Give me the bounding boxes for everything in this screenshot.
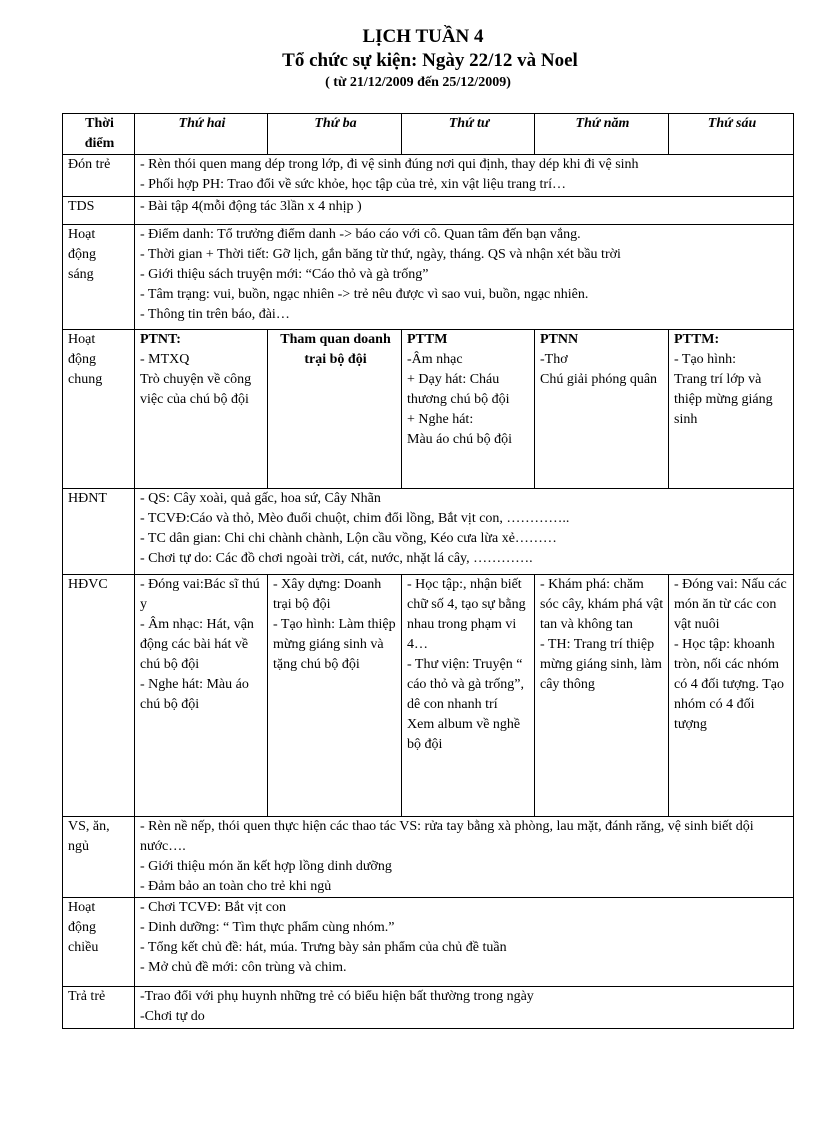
- cell-fri: - Đóng vai: Nấu các món ăn từ các con vật nuôi - Học tập: khoanh tròn, nối các nhóm có 4 đối tượng. Tạo nhóm có 4 đối tượng: [669, 575, 794, 817]
- row-label: Đón trẻ: [63, 155, 135, 197]
- cell-mon: [135, 330, 268, 489]
- row-label: HĐVC: [63, 575, 135, 817]
- schedule-table: [62, 113, 794, 1029]
- cell-head: PTTM: [407, 332, 448, 347]
- cell-body: -Thơ Chú giải phóng quân: [540, 352, 658, 387]
- row-hd-chieu: [63, 898, 794, 987]
- row-hdvc: [63, 575, 794, 817]
- row-label: Trả trẻ: [63, 987, 135, 1029]
- row-content: - Rèn nề nếp, thói quen thực hiện các thao tác VS: rửa tay bằng xà phòng, lau mặt, đánh răng, vệ sinh biết dội nước…. - Giới thiệu món ăn kết hợp lồng dinh dưỡng - Đảm bảo an toàn cho trẻ khi ngủ: [135, 817, 794, 898]
- cell-wed: - Học tập:, nhận biết chữ số 4, tạo sự bằng nhau trong phạm vi 4… - Thư viện: Truyện “ cáo thỏ và gà trống”, dê con nhanh trí Xem album về nghề bộ đội: [402, 575, 535, 817]
- row-hd-chung: [63, 330, 794, 489]
- row-hdnt: [63, 489, 794, 575]
- row-label: TDS: [63, 197, 135, 225]
- row-content: - Điểm danh: Tổ trưởng điểm danh -> báo cáo với cô. Quan tâm đến bạn vắng. - Thời gian + Thời tiết: Gỡ lịch, gắn băng từ thứ, ngày, tháng. QS và nhận xét bầu trời - Giới thiệu sách truyện mới: “Cáo thỏ và gà trống” - Tâm trạng: vui, buồn, ngạc nhiên -> trẻ nêu được vì sao vui, buồn, ngạc nhiên. - Thông tin trên báo, đài…: [135, 225, 794, 330]
- header-time: Thời điểm: [63, 114, 135, 155]
- cell-body: - Tạo hình: Trang trí lớp và thiệp mừng giáng sinh: [674, 352, 773, 427]
- row-vs: [63, 817, 794, 898]
- row-content: - QS: Cây xoài, quả gấc, hoa sứ, Cây Nhãn - TCVĐ:Cáo và thỏ, Mèo đuổi chuột, chim đổi lồng, Bắt vịt con, ………….. - TC dân gian: Chi chi chành chành, Lộn cầu vồng, Kéo cưa lừa xẻ……… - Chơi tự do: Các đồ chơi ngoài trời, cát, nước, nhặt lá cây, ………….: [135, 489, 794, 575]
- page-title: LỊCH TUẦN 4: [362, 26, 484, 47]
- cell-body: -Âm nhạc + Dạy hát: Cháu thương chú bộ đội + Nghe hát: Màu áo chú bộ đội: [407, 352, 512, 447]
- row-tds: [63, 197, 794, 225]
- cell-tue: Tham quan doanh trại bộ đội: [268, 330, 402, 489]
- row-content: - Rèn thói quen mang dép trong lớp, đi vệ sinh đúng nơi qui định, thay dép khi đi vệ sinh - Phối hợp PH: Trao đổi về sức khỏe, học tập của trẻ, xin vật liệu trang trí…: [135, 155, 794, 197]
- row-label: Hoạt động chiều: [63, 898, 135, 987]
- row-label: HĐNT: [63, 489, 135, 575]
- row-label: Hoạt động sáng: [63, 225, 135, 330]
- row-content: -Trao đổi với phụ huynh những trẻ có biểu hiện bất thường trong ngày -Chơi tự do: [135, 987, 794, 1029]
- row-don-tre: [63, 155, 794, 197]
- cell-mon: - Đóng vai:Bác sĩ thú y - Âm nhạc: Hát, vận động các bài hát về chú bộ đội - Nghe hát: Màu áo chú bộ đội: [135, 575, 268, 817]
- header-day: Thứ ba: [268, 114, 402, 155]
- header-day: Thứ năm: [535, 114, 669, 155]
- row-hd-sang: [63, 225, 794, 330]
- cell-head: PTNN: [540, 332, 579, 347]
- cell-fri: [669, 330, 794, 489]
- header-day: Thứ tư: [402, 114, 535, 155]
- cell-head: PTTM:: [674, 332, 720, 347]
- cell-tue: - Xây dựng: Doanh trại bộ đội - Tạo hình: Làm thiệp mừng giáng sinh và tặng chú bộ đội: [268, 575, 402, 817]
- header-day: Thứ hai: [135, 114, 268, 155]
- page-subtitle: Tổ chức sự kiện: Ngày 22/12 và Noel: [282, 50, 578, 71]
- row-content: - Bài tập 4(mỗi động tác 3lần x 4 nhịp ): [135, 197, 794, 225]
- header-row: [63, 114, 794, 155]
- row-label: VS, ăn, ngủ: [63, 817, 135, 898]
- cell-body: - MTXQ Trò chuyện về công việc của chú bộ đội: [140, 352, 252, 407]
- cell-head: PTNT:: [140, 332, 181, 347]
- row-content: - Chơi TCVĐ: Bắt vịt con - Dinh dưỡng: “ Tìm thực phẩm cùng nhóm.” - Tổng kết chủ đề: hát, múa. Trưng bày sản phẩm của chủ đề tuần - Mở chủ đề mới: côn trùng và chim.: [135, 898, 794, 987]
- date-range: ( từ 21/12/2009 đến 25/12/2009): [325, 75, 511, 90]
- cell-thu: - Khám phá: chăm sóc cây, khám phá vật tan và không tan - TH: Trang trí thiệp mừng giáng sinh, làm cây thông: [535, 575, 669, 817]
- cell-thu: [535, 330, 669, 489]
- cell-wed: [402, 330, 535, 489]
- row-label: Hoạt động chung: [63, 330, 135, 489]
- row-tra-tre: [63, 987, 794, 1029]
- header-day: Thứ sáu: [669, 114, 794, 155]
